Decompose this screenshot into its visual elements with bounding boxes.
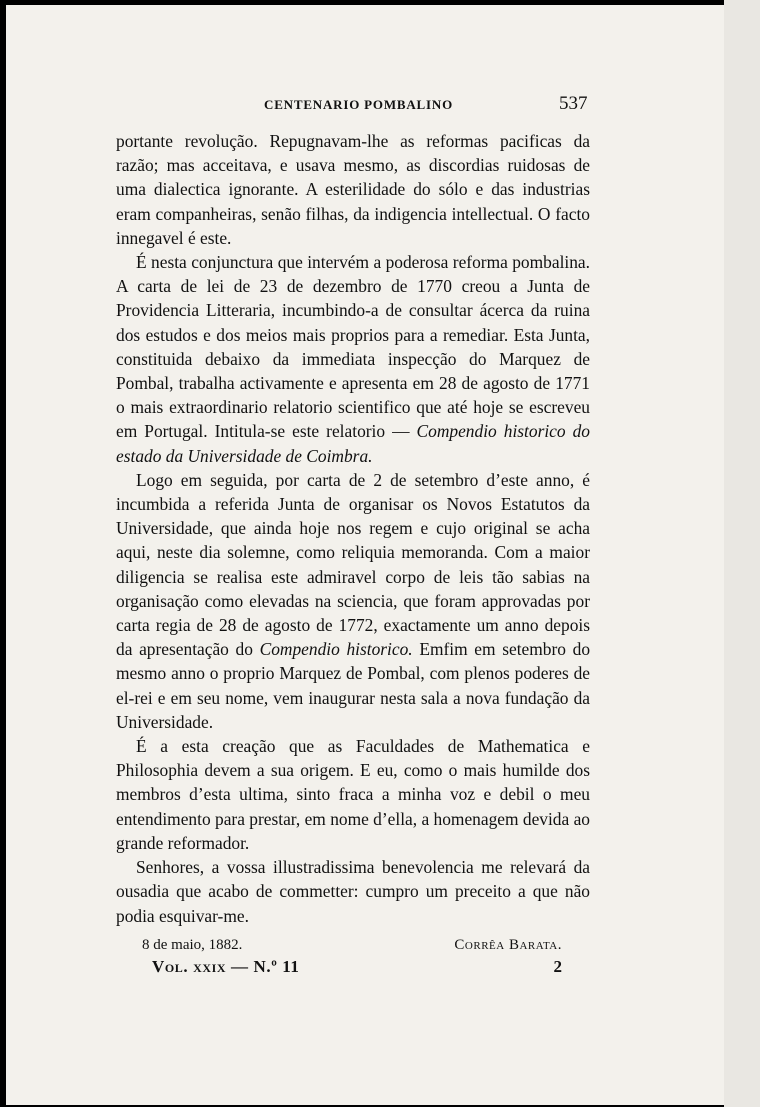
paragraph-1: portante revolução. Repugnavam-lhe as reformas pacificas da razão; mas acceitava, e usava mesmo, as discordias ruidosas de uma dialectica ignorante. A esterilidade do sólo e das industrias eram companheiras, senão filhas, da indigencia intellectual. O facto innegavel é este. — [116, 131, 590, 248]
paragraph-2 — [116, 250, 590, 468]
compendio-title: Compendio historico do estado da Universidade de Coimbra. — [116, 421, 590, 466]
page-number: 537 — [559, 93, 588, 114]
paragraph-4: É a esta creação que as Faculdades de Mathematica e Philosophia devem a sua origem. E eu, como o mais humilde dos membros d’esta ultima, sinto fraca a minha voz e debil o meu entendimento para prestar, em nome d’ella, a homenagem devida ao grande reformador. — [116, 736, 590, 853]
signoff-date: 8 de maio, 1882. — [142, 937, 243, 953]
signature-mark: 2 — [553, 957, 562, 976]
signoff-author: Corrêa Barata. — [454, 937, 562, 953]
scan-edge — [724, 0, 760, 1107]
document-page — [6, 5, 730, 1105]
compendio-reference: Compendio historico. — [259, 639, 413, 660]
paragraph-5: Senhores, a vossa illustradissima benevolencia me relevará da ousadia que acabo de commetter: cumpro um preceito a que não podia esquivar-me. — [116, 857, 590, 926]
volume-label: Vol. xxix — N.º 11 — [152, 957, 300, 976]
body-text — [116, 129, 590, 928]
paragraph-3 — [116, 468, 590, 734]
running-title: CENTENARIO POMBALINO — [264, 97, 453, 112]
paragraph-3-text-a: Logo em seguida, por carta de 2 de setembro d’este anno, é incumbida a referida Junta de organisar os Novos Estatutos da Universidade, que ainda hoje nos regem e cujo original se acha aqui, neste dia solemne, como reliquia memoranda. Com a maior diligencia se realisa este admiravel corpo de leis tão sabias na organisação como elevadas na sciencia, que foram approvadas por carta regia de 28 de agosto de 1772, exactamente um anno depois da apresentação do — [116, 469, 590, 660]
paragraph-2-text: É nesta conjunctura que intervém a poderosa reforma pombalina. A carta de lei de 23 de dezembro de 1770 creou a Junta de Providencia Litteraria, incumbindo-a de consultar ácerca da ruina dos estudos e dos meios mais proprios para a remediar. Esta Junta, constituida debaixo da immediata inspecção do Marquez de Pombal, trabalha activamente e apresenta em 28 de agosto de 1771 o mais extraordinario relatorio scientifico que até hoje se escreveu em Portugal. Intitula-se este relatorio — — [116, 252, 590, 442]
paragraph-3-text-b: Emfim em setembro do mesmo anno o proprio Marquez de Pombal, com plenos poderes de el-rei e em seu nome, vem inaugurar nesta sala a nova fundação da Universidade. — [116, 639, 591, 732]
